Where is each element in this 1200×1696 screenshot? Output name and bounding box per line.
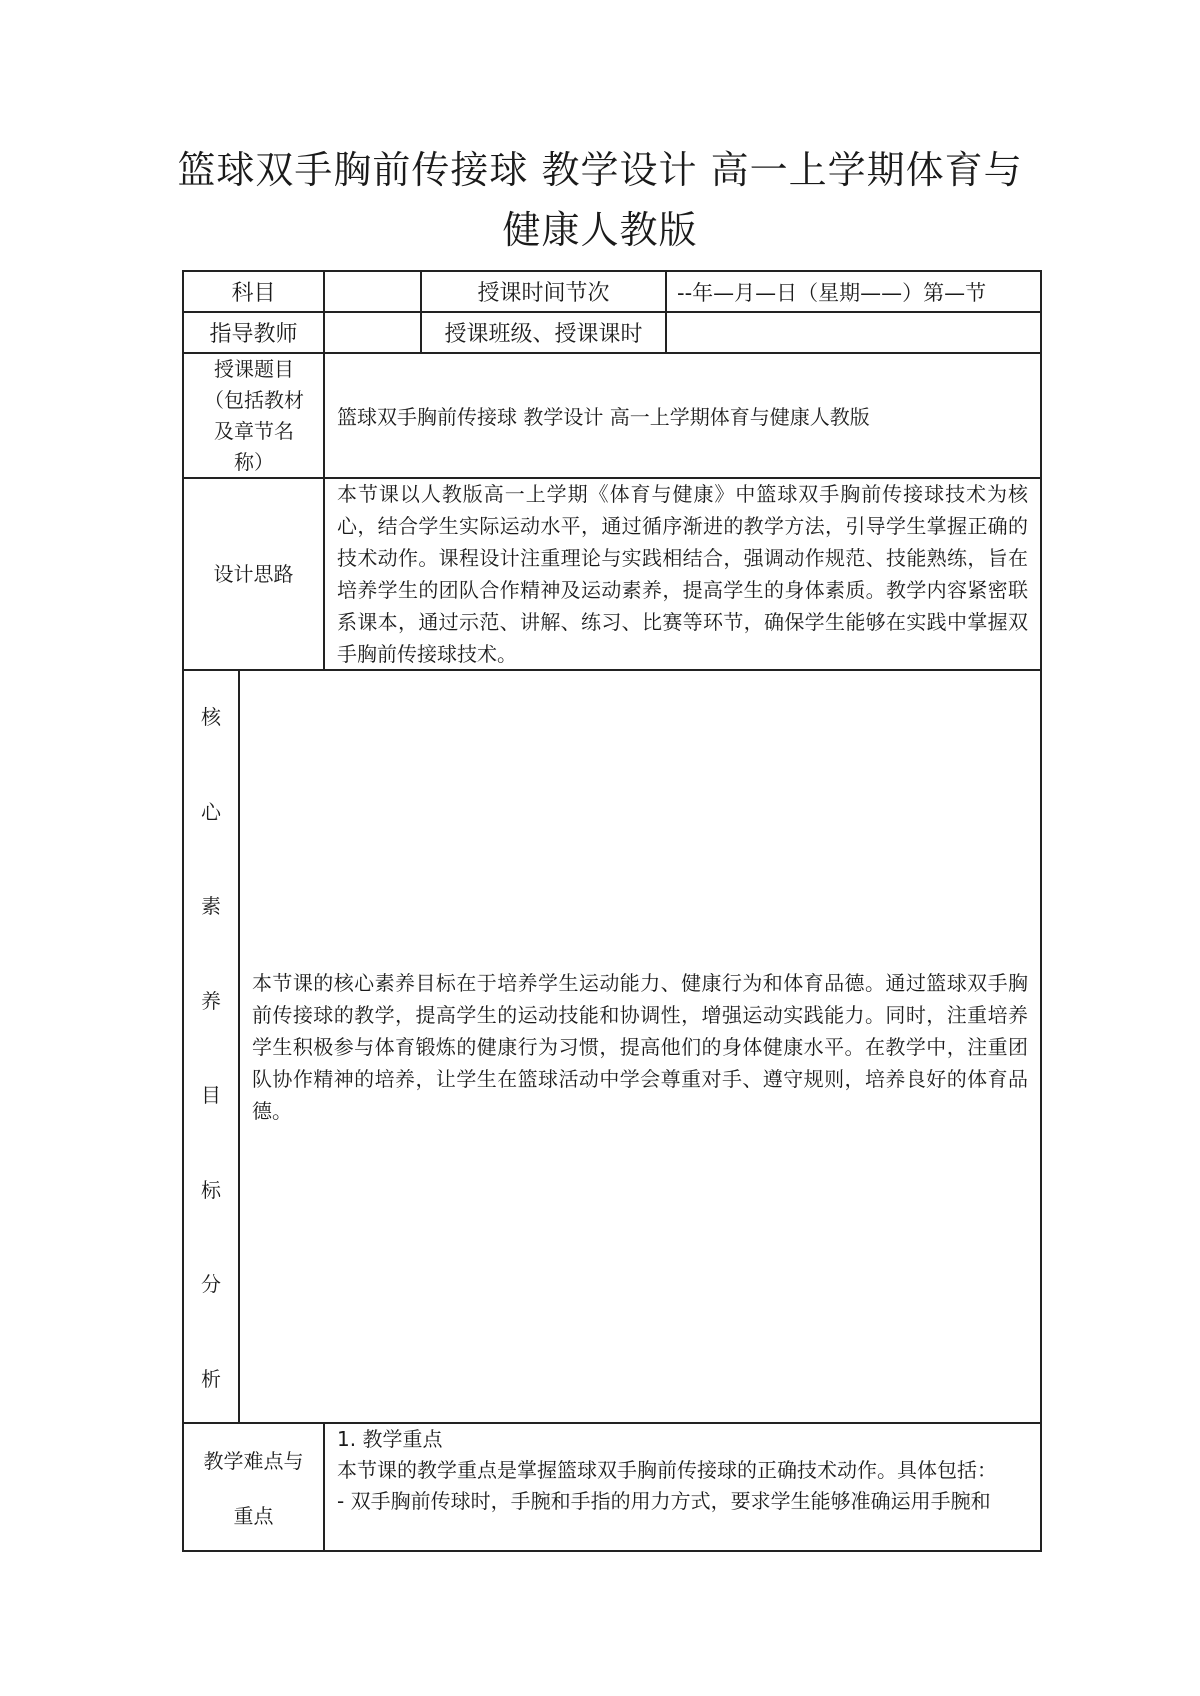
key-points-bullet: - 双手胸前传球时，手腕和手指的用力方式，要求学生能够准确运用手腕和 <box>337 1489 991 1513</box>
core-label-char: 分 <box>201 1272 221 1297</box>
time-value: --年—月—日（星期——）第—节 <box>677 280 987 305</box>
core-label-char: 标 <box>201 1177 221 1202</box>
class-label: 授课班级、授课课时 <box>444 322 643 347</box>
topic-label: 授课题目（包括教材及章节名称） <box>204 356 304 474</box>
key-points-label-line: 教学难点与 <box>203 1449 304 1473</box>
teacher-value <box>325 313 420 352</box>
lesson-plan-table <box>182 270 1042 1552</box>
document-title: 篮球双手胸前传接球 教学设计 高一上学期体育与健康人教版 <box>177 148 1023 252</box>
core-label-char: 核 <box>201 705 221 729</box>
topic-value: 篮球双手胸前传接球 教学设计 高一上学期体育与健康人教版 <box>337 405 870 429</box>
key-points-content <box>325 1424 1040 1550</box>
key-points-label-line: 重点 <box>233 1504 274 1528</box>
key-points-heading: 1. 教学重点 <box>337 1427 443 1451</box>
core-label-char: 素 <box>201 894 221 919</box>
core-literacy-label <box>184 671 238 1422</box>
subject-label: 科目 <box>231 281 276 306</box>
time-label: 授课时间节次 <box>477 281 610 306</box>
core-label-char: 析 <box>201 1366 221 1391</box>
core-literacy-text: 本节课的核心素养目标在于培养学生运动能力、健康行为和体育品德。通过篮球双手胸前传接球的教学，提高学生的运动技能和协调性，增强运动实践能力。同时，注重培养学生积极参与体育锻炼的健康行为习惯，提高他们的身体健康水平。在教学中，注重团队协作精神的培养，让学生在篮球活动中学会尊重对手、遵守规则，培养良好的体育品德。 <box>252 970 1028 1123</box>
key-points-paragraph: 本节课的教学重点是掌握篮球双手胸前传接球的正确技术动作。具体包括： <box>337 1458 997 1482</box>
core-label-char: 目 <box>201 1083 221 1108</box>
class-value <box>667 313 1040 352</box>
design-label: 设计思路 <box>213 561 294 586</box>
core-label-char: 养 <box>201 988 221 1013</box>
key-points-label <box>184 1424 323 1550</box>
teacher-label: 指导教师 <box>209 322 298 347</box>
core-label-char: 心 <box>201 799 221 824</box>
design-text: 本节课以人教版高一上学期《体育与健康》中篮球双手胸前传接球技术为核心，结合学生实际运动水平，通过循序渐进的教学方法，引导学生掌握正确的技术动作。课程设计注重理论与实践相结合，强调动作规范、技能熟练，旨在培养学生的团队合作精神及运动素养，提高学生的身体素质。教学内容紧密联系课本，通过示范、讲解、练习、比赛等环节，确保学生能够在实践中掌握双手胸前传接球技术。 <box>337 482 1028 666</box>
subject-value <box>325 272 420 311</box>
